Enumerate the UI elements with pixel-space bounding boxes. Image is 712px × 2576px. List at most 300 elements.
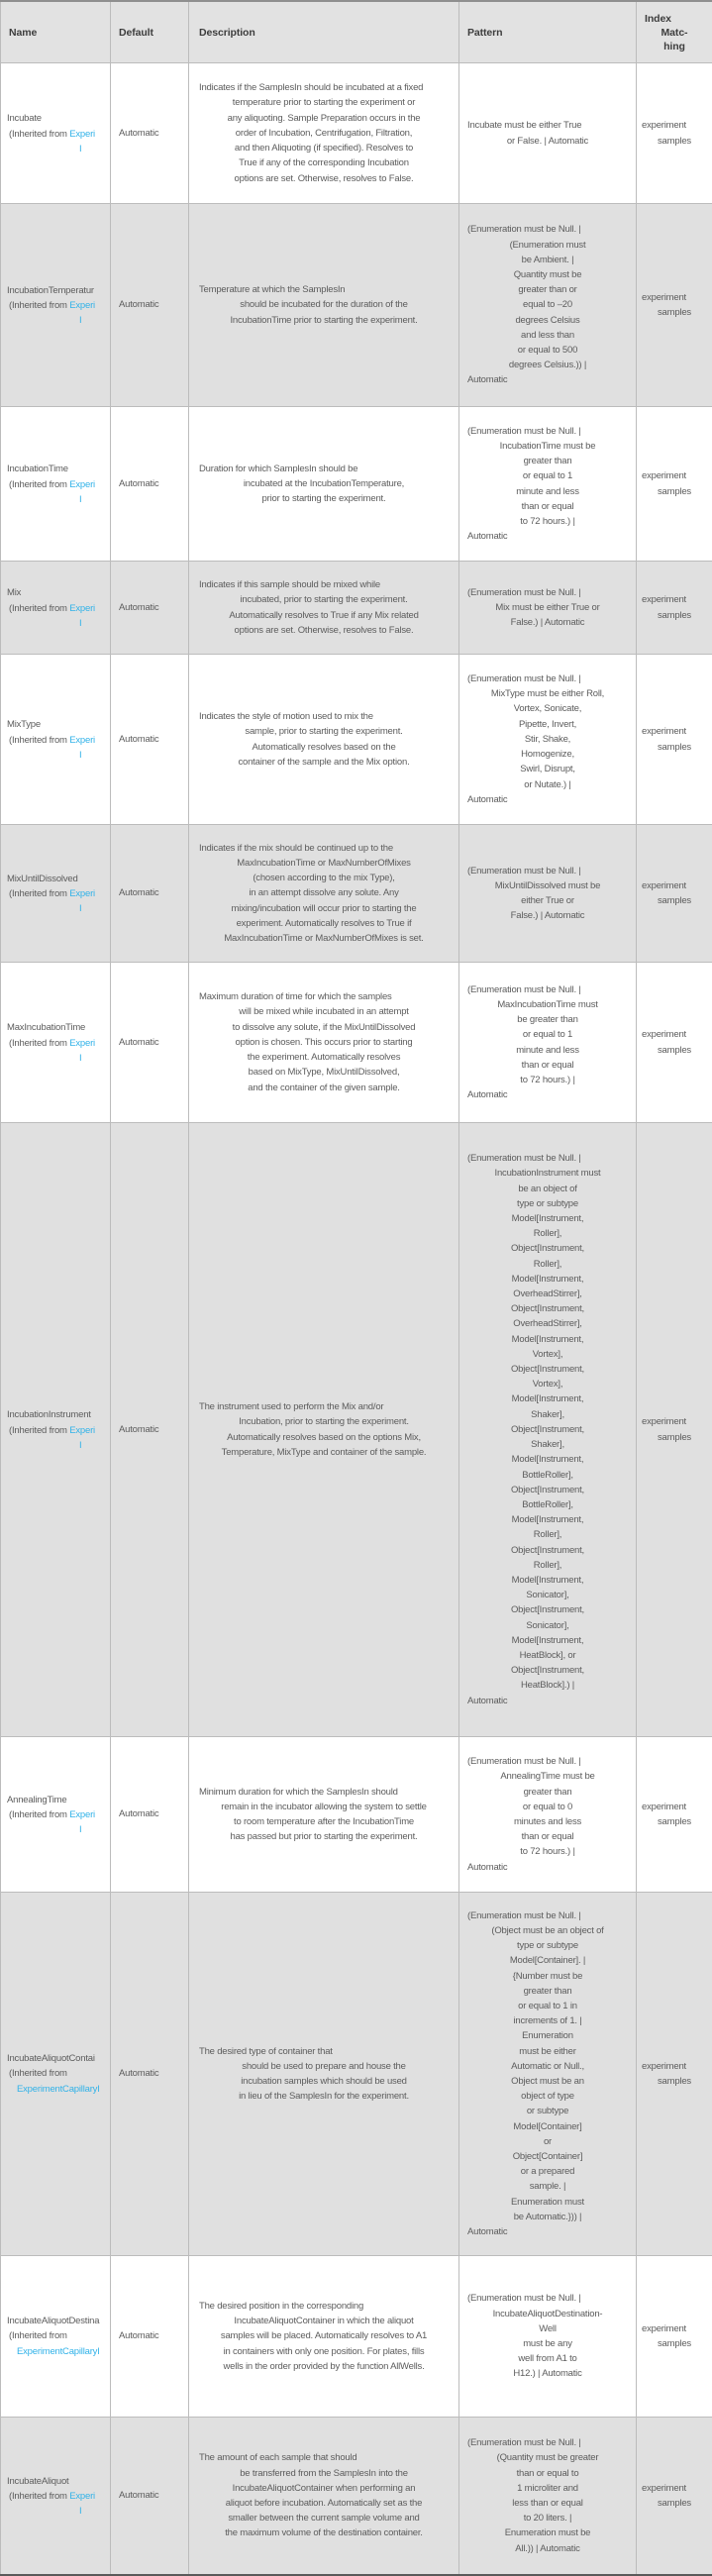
pattern-line: object of type [459, 2089, 636, 2104]
pattern-line: Object[Instrument, [459, 1483, 636, 1497]
description-line: prior to starting the experiment. [189, 491, 458, 506]
pattern-line: to 20 liters. | [459, 2511, 636, 2525]
pattern-line: be Ambient. | [459, 253, 636, 267]
description-cell [189, 63, 459, 204]
description-line: Indicates if the SamplesIn should be incubated at a fixed [189, 80, 458, 95]
index-matching-cell [637, 1737, 712, 1893]
description-line: MaxIncubationTime or MaxNumberOfMixes is set. [189, 931, 458, 946]
inherited-function-link-fragment[interactable]: I [79, 315, 81, 326]
inherited-function-link[interactable]: Experi [69, 479, 95, 490]
index-matching-line: samples [637, 305, 712, 320]
description-line: in containers with only one position. For plates, fills [189, 2344, 458, 2359]
pattern-line: to 72 hours.) | [459, 1844, 636, 1859]
inherited-function-link-overflow [1, 2504, 110, 2518]
inherited-from-text [1, 601, 110, 616]
index-matching-line: experiment [637, 1027, 712, 1042]
pattern-line: (Enumeration must be Null. | [459, 671, 636, 686]
pattern-line: Automatic [459, 792, 636, 807]
description-line: in lieu of the SamplesIn for the experiment. [189, 2089, 458, 2104]
index-matching-cell [637, 655, 712, 825]
pattern-line: Shaker], [459, 1407, 636, 1422]
pattern-line: Object[Instrument, [459, 1543, 636, 1558]
pattern-line: less than or equal [459, 2496, 636, 2511]
table-header-row [1, 1, 712, 63]
description-cell [189, 963, 459, 1123]
pattern-line: Model[Instrument, [459, 1332, 636, 1347]
pattern-line: than or equal [459, 1829, 636, 1844]
pattern-line: or subtype [459, 2104, 636, 2118]
index-matching-line: samples [637, 1814, 712, 1829]
pattern-line: Automatic [459, 2224, 636, 2239]
description-line: Duration for which SamplesIn should be [189, 462, 458, 476]
inherited-from-text [1, 2066, 110, 2081]
inherited-from-text [1, 1036, 110, 1051]
pattern-line: Roller], [459, 1527, 636, 1542]
index-matching-line: experiment [637, 290, 712, 305]
description-line: in an attempt dissolve any solute. Any [189, 885, 458, 900]
description-line: wells in the order provided by the function AllWells. [189, 2359, 458, 2374]
inherited-function-link[interactable]: ExperimentCapillaryI [17, 2346, 100, 2357]
inherited-function-link-fragment[interactable]: I [79, 618, 81, 629]
pattern-line: MaxIncubationTime must [459, 997, 636, 1012]
pattern-line: or equal to 1 in [459, 1999, 636, 2013]
inherited-function-link-fragment[interactable]: I [79, 144, 81, 155]
inherited-from-text [1, 1807, 110, 1822]
column-header-default-label: Default [111, 26, 188, 40]
option-name: IncubateAliquotDestina [1, 2314, 110, 2328]
inherited-function-link[interactable]: Experi [69, 300, 95, 311]
default-cell [111, 2418, 189, 2576]
pattern-line: Roller], [459, 1257, 636, 1272]
table-row [1, 2418, 712, 2576]
pattern-line: MixType must be either Roll, [459, 686, 636, 701]
index-matching-cell [637, 2256, 712, 2418]
pattern-line: Model[Instrument, [459, 1452, 636, 1467]
description-line: incubated at the IncubationTemperature, [189, 476, 458, 491]
name-cell [1, 562, 111, 655]
inherited-from-prefix: (Inherited from [9, 1038, 69, 1049]
default-value: Automatic [111, 476, 188, 491]
pattern-line: Homogenize, [459, 747, 636, 762]
pattern-line: OverheadStirrer], [459, 1287, 636, 1301]
pattern-line: greater than or [459, 282, 636, 297]
column-header-index-line: Index [637, 12, 712, 26]
option-name: MaxIncubationTime [1, 1020, 110, 1035]
pattern-line: or Nutate.) | [459, 777, 636, 792]
inherited-from-text [1, 1423, 110, 1438]
table-row [1, 825, 712, 963]
inherited-from-prefix: (Inherited from [9, 2068, 67, 2079]
pattern-line: increments of 1. | [459, 2013, 636, 2028]
index-matching-cell [637, 562, 712, 655]
pattern-line: Enumeration [459, 2028, 636, 2043]
inherited-from-text [1, 2328, 110, 2343]
default-value: Automatic [111, 885, 188, 900]
pattern-line: (Enumeration must be Null. | [459, 424, 636, 439]
index-matching-line: experiment [637, 2321, 712, 2336]
description-line: experiment. Automatically resolves to True if [189, 916, 458, 931]
pattern-line: Pipette, Invert, [459, 717, 636, 732]
inherited-function-link-line [1, 2082, 110, 2097]
inherited-function-link[interactable]: Experi [69, 1038, 95, 1049]
default-value: Automatic [111, 126, 188, 141]
pattern-cell [459, 2256, 637, 2418]
inherited-function-link[interactable]: Experi [69, 1809, 95, 1820]
default-cell [111, 407, 189, 562]
table-row [1, 562, 712, 655]
description-line: mixing/incubation will occur prior to starting the [189, 901, 458, 916]
description-line: Incubation, prior to starting the experiment. [189, 1414, 458, 1429]
pattern-line: type or subtype [459, 1196, 636, 1211]
index-matching-line: samples [637, 134, 712, 149]
pattern-line: well from A1 to [459, 2351, 636, 2366]
pattern-line: Automatic [459, 1087, 636, 1102]
pattern-line: Automatic [459, 1860, 636, 1875]
default-cell [111, 1893, 189, 2256]
description-line: incubated, prior to starting the experiment. [189, 592, 458, 607]
default-cell [111, 1737, 189, 1893]
inherited-from-prefix: (Inherited from [9, 300, 69, 311]
description-line: incubation samples which should be used [189, 2074, 458, 2089]
description-line: Indicates if the mix should be continued up to the [189, 841, 458, 856]
table-row [1, 655, 712, 825]
inherited-from-prefix: (Inherited from [9, 1425, 69, 1436]
inherited-function-link[interactable]: Experi [69, 129, 95, 140]
pattern-line: IncubationInstrument must [459, 1166, 636, 1181]
pattern-cell [459, 2418, 637, 2576]
description-cell [189, 655, 459, 825]
index-matching-line: experiment [637, 592, 712, 607]
pattern-line: equal to –20 [459, 297, 636, 312]
description-line: option is chosen. This occurs prior to starting [189, 1035, 458, 1050]
pattern-line: minute and less [459, 1043, 636, 1058]
pattern-line: Sonicator], [459, 1588, 636, 1602]
option-name: IncubationTime [1, 462, 110, 476]
pattern-line: (Enumeration must be Null. | [459, 982, 636, 997]
inherited-function-link-line [1, 2344, 110, 2359]
description-cell [189, 2256, 459, 2418]
pattern-line: All.)) | Automatic [459, 2541, 636, 2556]
pattern-line: Model[Instrument, [459, 1633, 636, 1648]
pattern-line: greater than [459, 454, 636, 468]
inherited-function-link[interactable]: Experi [69, 603, 95, 614]
pattern-line: minute and less [459, 484, 636, 499]
index-matching-line: experiment [637, 2481, 712, 2496]
description-line: the maximum volume of the destination container. [189, 2525, 458, 2540]
description-line: has passed but prior to starting the experiment. [189, 1829, 458, 1844]
pattern-line: 1 microliter and [459, 2481, 636, 2496]
table-row [1, 407, 712, 562]
name-cell [1, 407, 111, 562]
default-cell [111, 1123, 189, 1737]
inherited-from-prefix: (Inherited from [9, 2330, 67, 2341]
inherited-from-text [1, 298, 110, 313]
pattern-line: sample. | [459, 2179, 636, 2194]
default-value: Automatic [111, 600, 188, 615]
default-cell [111, 825, 189, 963]
inherited-function-link-fragment[interactable]: I [79, 1824, 81, 1835]
inherited-function-link-overflow [1, 901, 110, 915]
pattern-line: than or equal [459, 499, 636, 514]
index-matching-line: experiment [637, 118, 712, 133]
pattern-cell [459, 1893, 637, 2256]
option-name: IncubationTemperatur [1, 283, 110, 298]
pattern-line: Object[Instrument, [459, 1301, 636, 1316]
description-line: sample, prior to starting the experiment. [189, 724, 458, 739]
index-matching-cell [637, 2418, 712, 2576]
pattern-line: be greater than [459, 1012, 636, 1027]
index-matching-cell [637, 963, 712, 1123]
pattern-line: either True or [459, 893, 636, 908]
pattern-line: or equal to 0 [459, 1800, 636, 1814]
description-line: IncubateAliquotContainer in which the aliquot [189, 2314, 458, 2328]
option-name: IncubateAliquotContai [1, 2051, 110, 2066]
pattern-line: Object[Instrument, [459, 1362, 636, 1377]
name-cell [1, 1123, 111, 1737]
pattern-line: Vortex], [459, 1347, 636, 1362]
default-cell [111, 562, 189, 655]
pattern-line: (Enumeration must be Null. | [459, 864, 636, 878]
pattern-line: Model[Instrument, [459, 1573, 636, 1588]
index-matching-line: samples [637, 893, 712, 908]
option-name: IncubationInstrument [1, 1407, 110, 1422]
table-row [1, 1737, 712, 1893]
option-name: Mix [1, 585, 110, 600]
pattern-line: Roller], [459, 1226, 636, 1241]
name-cell [1, 963, 111, 1123]
pattern-cell [459, 407, 637, 562]
index-matching-cell [637, 1893, 712, 2256]
index-matching-line: experiment [637, 724, 712, 739]
description-cell [189, 204, 459, 407]
pattern-line: type or subtype [459, 1938, 636, 1953]
pattern-cell [459, 655, 637, 825]
description-line: Automatically resolves based on the [189, 740, 458, 755]
description-line: Temperature at which the SamplesIn [189, 282, 458, 297]
inherited-function-link-fragment[interactable]: I [79, 494, 81, 505]
default-value: Automatic [111, 1035, 188, 1050]
description-line: any aliquoting. Sample Preparation occurs in the [189, 111, 458, 126]
description-line: aliquot before incubation. Automatically set as the [189, 2496, 458, 2511]
pattern-line: Sonicator], [459, 1618, 636, 1633]
default-value: Automatic [111, 297, 188, 312]
index-matching-line: samples [637, 740, 712, 755]
pattern-line: Automatic [459, 1694, 636, 1708]
pattern-line: or a prepared [459, 2164, 636, 2179]
inherited-function-link[interactable]: Experi [69, 888, 95, 899]
default-value: Automatic [111, 1422, 188, 1437]
default-cell [111, 963, 189, 1123]
description-line: Temperature, MixType and container of the sample. [189, 1445, 458, 1460]
inherited-function-link-fragment[interactable]: I [79, 2506, 81, 2517]
description-line: The amount of each sample that should [189, 2450, 458, 2465]
description-cell [189, 407, 459, 562]
pattern-line: Automatic [459, 372, 636, 387]
column-header-index-line: Matc- [637, 26, 712, 40]
pattern-line: Enumeration must [459, 2195, 636, 2210]
default-value: Automatic [111, 2066, 188, 2081]
pattern-line: AnnealingTime must be [459, 1769, 636, 1784]
inherited-function-link-overflow [1, 1438, 110, 1452]
index-matching-line: samples [637, 1430, 712, 1445]
pattern-line: False.) | Automatic [459, 908, 636, 923]
pattern-line: to 72 hours.) | [459, 514, 636, 529]
pattern-line: IncubateAliquotDestination- [459, 2307, 636, 2321]
pattern-line: be Automatic.})) | [459, 2210, 636, 2224]
column-header-index-matching [637, 1, 712, 63]
table-row [1, 963, 712, 1123]
pattern-line: (Enumeration must [459, 238, 636, 253]
pattern-line: or equal to 1 [459, 1027, 636, 1042]
inherited-function-link[interactable]: ExperimentCapillaryI [17, 2084, 100, 2095]
table-row [1, 1893, 712, 2256]
inherited-function-link-overflow [1, 1051, 110, 1065]
column-header-pattern [459, 1, 637, 63]
description-line: should be used to prepare and house the [189, 2059, 458, 2074]
index-matching-line: experiment [637, 2059, 712, 2074]
inherited-from-text [1, 886, 110, 901]
pattern-cell [459, 825, 637, 963]
pattern-line: (Enumeration must be Null. | [459, 585, 636, 600]
pattern-line: Vortex, Sonicate, [459, 701, 636, 716]
pattern-line: H12.) | Automatic [459, 2366, 636, 2381]
pattern-line: than or equal [459, 1058, 636, 1073]
table-row [1, 204, 712, 407]
description-line: and then Aliquoting (if specified). Resolves to [189, 141, 458, 155]
inherited-function-link-fragment[interactable]: I [79, 903, 81, 914]
description-line: order of Incubation, Centrifugation, Filtration, [189, 126, 458, 141]
description-line: based on MixType, MixUntilDissolved, [189, 1065, 458, 1080]
pattern-line: OverheadStirrer], [459, 1316, 636, 1331]
index-matching-cell [637, 63, 712, 204]
inherited-function-link[interactable]: Experi [69, 2491, 95, 2502]
description-line: be transferred from the SamplesIn into the [189, 2466, 458, 2481]
pattern-line: degrees Celsius [459, 313, 636, 328]
pattern-line: Object must be an [459, 2074, 636, 2089]
inherited-function-link[interactable]: Experi [69, 1425, 95, 1436]
index-matching-line: samples [637, 484, 712, 499]
index-matching-cell [637, 1123, 712, 1737]
pattern-line: False.) | Automatic [459, 615, 636, 630]
index-matching-line: experiment [637, 468, 712, 483]
pattern-line: Model[Container]. | [459, 1953, 636, 1968]
pattern-line: (Enumeration must be Null. | [459, 2435, 636, 2450]
pattern-cell [459, 1123, 637, 1737]
column-header-name-label: Name [1, 26, 110, 40]
inherited-function-link[interactable]: Experi [69, 735, 95, 746]
column-header-name [1, 1, 111, 63]
description-line: IncubateAliquotContainer when performing an [189, 2481, 458, 2496]
default-value: Automatic [111, 2488, 188, 2503]
description-line: Indicates the style of motion used to mix the [189, 709, 458, 724]
name-cell [1, 655, 111, 825]
pattern-line: Model[Instrument, [459, 1211, 636, 1226]
name-cell [1, 1737, 111, 1893]
table-row [1, 2256, 712, 2418]
pattern-line: Model[Instrument, [459, 1391, 636, 1406]
pattern-line: to 72 hours.) | [459, 1073, 636, 1087]
pattern-line: Mix must be either True or [459, 600, 636, 615]
column-header-description-label: Description [189, 26, 458, 40]
description-line: samples will be placed. Automatically resolves to A1 [189, 2328, 458, 2343]
description-line: The desired position in the corresponding [189, 2299, 458, 2314]
pattern-cell [459, 204, 637, 407]
inherited-from-prefix: (Inherited from [9, 603, 69, 614]
pattern-line: Model[Container] [459, 2119, 636, 2134]
inherited-from-prefix: (Inherited from [9, 129, 69, 140]
pattern-line: (Enumeration must be Null. | [459, 1754, 636, 1769]
column-header-description [189, 1, 459, 63]
description-line: Automatically resolves to True if any Mix related [189, 608, 458, 623]
description-line: Automatically resolves based on the options Mix, [189, 1430, 458, 1445]
pattern-line: Quantity must be [459, 267, 636, 282]
pattern-line: HeatBlock], or [459, 1648, 636, 1663]
inherited-from-prefix: (Inherited from [9, 2491, 69, 2502]
index-matching-line: samples [637, 2496, 712, 2511]
pattern-line: Enumeration must be [459, 2525, 636, 2540]
pattern-line: Object[Instrument, [459, 1663, 636, 1678]
default-value: Automatic [111, 1806, 188, 1821]
description-line: The desired type of container that [189, 2044, 458, 2059]
pattern-cell [459, 1737, 637, 1893]
index-matching-line: experiment [637, 1800, 712, 1814]
description-line: and the container of the given sample. [189, 1081, 458, 1095]
pattern-line: Swirl, Disrupt, [459, 762, 636, 776]
inherited-from-text [1, 2489, 110, 2504]
description-line: (chosen according to the mix Type), [189, 871, 458, 885]
inherited-from-prefix: (Inherited from [9, 735, 69, 746]
option-name: MixUntilDissolved [1, 872, 110, 886]
pattern-line: Shaker], [459, 1437, 636, 1452]
pattern-line: Model[Instrument, [459, 1512, 636, 1527]
inherited-function-link-overflow [1, 142, 110, 155]
description-cell [189, 825, 459, 963]
description-cell [189, 1893, 459, 2256]
pattern-line: (Enumeration must be Null. | [459, 1908, 636, 1923]
default-value: Automatic [111, 2328, 188, 2343]
inherited-function-link-fragment[interactable]: I [79, 1053, 81, 1064]
pattern-line: and less than [459, 328, 636, 343]
inherited-function-link-overflow [1, 748, 110, 762]
pattern-line: Automatic or Null., [459, 2059, 636, 2074]
index-matching-line: samples [637, 2336, 712, 2351]
description-cell [189, 562, 459, 655]
pattern-line: {Number must be [459, 1969, 636, 1984]
inherited-from-text [1, 733, 110, 748]
name-cell [1, 63, 111, 204]
index-matching-line: samples [637, 1043, 712, 1058]
pattern-line: than or equal to [459, 2466, 636, 2481]
pattern-line: Incubate must be either True [459, 118, 636, 133]
name-cell [1, 2418, 111, 2576]
description-line: MaxIncubationTime or MaxNumberOfMixes [189, 856, 458, 871]
default-value: Automatic [111, 732, 188, 747]
pattern-line: minutes and less [459, 1814, 636, 1829]
name-cell [1, 204, 111, 407]
pattern-line: or [459, 2134, 636, 2149]
index-matching-cell [637, 204, 712, 407]
column-header-pattern-label: Pattern [459, 26, 636, 40]
inherited-function-link-overflow [1, 616, 110, 630]
pattern-cell [459, 63, 637, 204]
inherited-function-link-fragment[interactable]: I [79, 1440, 81, 1451]
inherited-from-text [1, 477, 110, 492]
option-name: IncubateAliquot [1, 2474, 110, 2489]
default-cell [111, 63, 189, 204]
pattern-line: (Quantity must be greater [459, 2450, 636, 2465]
pattern-line: Roller], [459, 1558, 636, 1573]
inherited-function-link-fragment[interactable]: I [79, 750, 81, 761]
